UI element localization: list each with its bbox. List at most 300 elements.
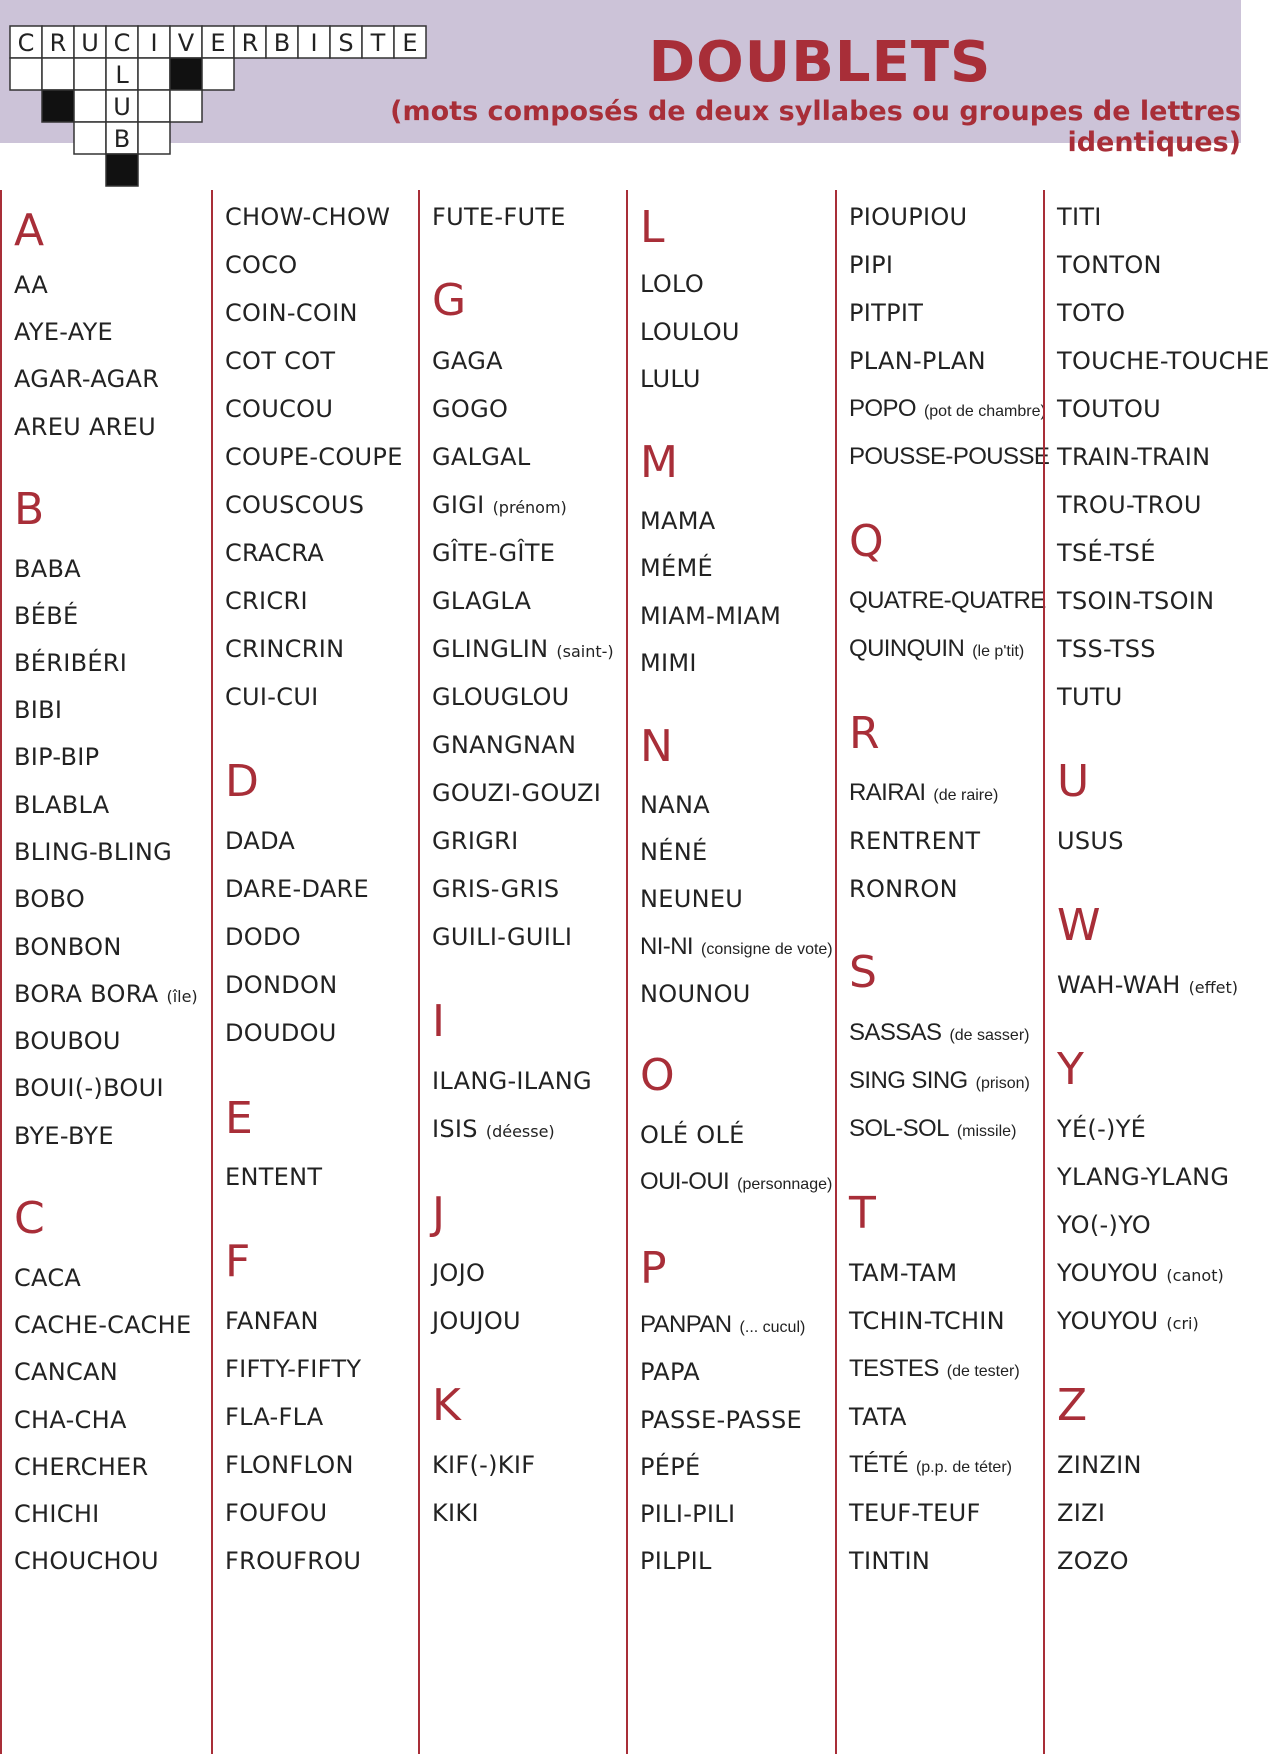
- word-entry: [849, 1114, 1016, 1147]
- logo-letter: S: [338, 29, 354, 57]
- word-entry: [432, 394, 508, 424]
- section-letter: Y: [1057, 1044, 1084, 1095]
- word-text: BABA: [14, 555, 81, 583]
- word-entry: [432, 1114, 555, 1147]
- logo-cell: [138, 58, 170, 90]
- word-entry: [849, 826, 980, 856]
- word-entry: [1057, 1162, 1229, 1192]
- word-text: PÉPÉ: [640, 1453, 701, 1481]
- word-text: BOBO: [14, 885, 86, 913]
- logo-letter: U: [113, 93, 131, 121]
- word-text: MAMA: [640, 507, 716, 535]
- word-entry: [225, 346, 335, 376]
- word-text: TOUTOU: [1057, 395, 1162, 423]
- word-column-5: [835, 190, 1050, 1754]
- word-entry: [14, 1499, 100, 1529]
- logo-letter: B: [113, 125, 131, 153]
- word-entry: [432, 826, 519, 856]
- word-text: TSS-TSS: [1057, 635, 1156, 663]
- word-text: TOUCHE-TOUCHE: [1057, 347, 1270, 375]
- word-note: (déesse): [485, 1122, 555, 1141]
- word-text: FLONFLON: [225, 1451, 354, 1479]
- word-entry: [225, 586, 308, 616]
- logo-cell: [138, 90, 170, 122]
- word-text: TITI: [1057, 203, 1102, 231]
- word-entry: [640, 979, 751, 1009]
- logo-letter: I: [150, 29, 158, 57]
- section-letter: G: [432, 275, 467, 326]
- word-text: WAH-WAH: [1057, 971, 1181, 999]
- word-text: CRICRI: [225, 587, 308, 615]
- word-entry: [1057, 1114, 1146, 1144]
- word-text: TEUF-TEUF: [849, 1499, 981, 1527]
- section-letter: S: [849, 947, 877, 998]
- word-text: PANPAN: [640, 1311, 732, 1338]
- word-entry: [432, 730, 576, 760]
- word-column-6: [1043, 190, 1270, 1754]
- word-text: TAM-TAM: [849, 1259, 958, 1287]
- word-entry: [225, 1546, 361, 1576]
- word-entry: [14, 790, 109, 820]
- word-text: SOL-SOL: [849, 1115, 949, 1142]
- logo-letter: R: [241, 29, 259, 57]
- word-entry: [432, 778, 601, 808]
- word-note: (prison): [975, 1075, 1030, 1092]
- word-note: (de tester): [946, 1363, 1020, 1380]
- word-text: GALGAL: [432, 443, 531, 471]
- word-text: BORA BORA: [14, 980, 159, 1008]
- section-letter: L: [640, 202, 665, 253]
- word-text: POPO: [849, 395, 916, 422]
- section-letter: Q: [849, 516, 884, 567]
- word-entry: [849, 874, 958, 904]
- word-entry: [1057, 346, 1270, 376]
- word-entry: [14, 1310, 191, 1340]
- word-text: PASSE-PASSE: [640, 1406, 802, 1434]
- word-text: BÉRIBÉRI: [14, 649, 128, 677]
- word-text: COIN-COIN: [225, 299, 358, 327]
- word-text: BYE-BYE: [14, 1122, 114, 1150]
- word-text: MÉMÉ: [640, 554, 713, 582]
- word-note: (cri): [1166, 1314, 1199, 1333]
- word-text: FLA-FLA: [225, 1403, 324, 1431]
- word-text: AGAR-AGAR: [14, 365, 160, 393]
- word-entry: [14, 695, 62, 725]
- word-entry: [640, 506, 715, 536]
- word-entry: [849, 250, 893, 280]
- word-entry: [432, 634, 614, 667]
- word-text: CACHE-CACHE: [14, 1311, 192, 1339]
- word-note: (missile): [956, 1123, 1017, 1140]
- word-entry: [849, 394, 1046, 427]
- word-entry: [849, 346, 986, 376]
- word-text: TSOIN-TSOIN: [1057, 587, 1215, 615]
- logo-letter: E: [210, 29, 226, 57]
- word-entry: [1057, 1546, 1129, 1576]
- word-entry: [225, 538, 324, 568]
- section-letter: J: [432, 1188, 445, 1239]
- word-entry: [14, 317, 113, 347]
- word-entry: [640, 553, 713, 583]
- word-text: MIAM-MIAM: [640, 602, 782, 630]
- word-text: GUILI-GUILI: [432, 923, 573, 951]
- word-text: TÉTÉ: [849, 1451, 908, 1478]
- word-text: NEUNEU: [640, 885, 744, 913]
- logo-black-cell: [106, 154, 138, 186]
- section-letter: F: [225, 1236, 251, 1287]
- logo-black-cell: [170, 58, 202, 90]
- section-letter: M: [640, 437, 678, 488]
- word-note: (effet): [1188, 978, 1239, 997]
- word-entry: [1057, 394, 1161, 424]
- word-entry: [640, 317, 740, 347]
- word-text: DADA: [225, 827, 296, 855]
- word-entry: [849, 1258, 957, 1288]
- word-entry: [1057, 682, 1123, 712]
- word-text: TSÉ-TSÉ: [1057, 539, 1156, 567]
- word-text: TATA: [849, 1403, 907, 1431]
- word-entry: [849, 1018, 1029, 1051]
- word-text: CANCAN: [14, 1358, 119, 1386]
- word-text: COT COT: [225, 347, 336, 375]
- word-text: KIKI: [432, 1499, 479, 1527]
- word-entry: [640, 601, 781, 631]
- word-entry: [849, 634, 1024, 667]
- word-note: (p.p. de téter): [915, 1459, 1012, 1476]
- word-text: NOUNOU: [640, 980, 751, 1008]
- word-entry: [225, 202, 390, 232]
- word-entry: [640, 790, 710, 820]
- word-entry: [225, 634, 344, 664]
- word-text: PITPIT: [849, 299, 924, 327]
- word-text: FOUFOU: [225, 1499, 328, 1527]
- word-text: BOUI(-)BOUI: [14, 1074, 164, 1102]
- word-text: PAPA: [640, 1358, 700, 1386]
- word-text: BIBI: [14, 696, 63, 724]
- word-note: (saint-): [556, 642, 614, 661]
- word-note: (consigne de vote): [701, 941, 833, 958]
- logo-letter: R: [49, 29, 67, 57]
- word-entry: [14, 1026, 121, 1056]
- word-text: LOULOU: [640, 318, 740, 346]
- word-text: GAGA: [432, 347, 503, 375]
- word-entry: [1057, 1450, 1142, 1480]
- word-entry: [432, 1066, 592, 1096]
- word-text: GLINGLIN: [432, 635, 549, 663]
- word-text: BLING-BLING: [14, 838, 173, 866]
- word-entry: [640, 884, 743, 914]
- word-text: NI-NI: [640, 933, 693, 960]
- logo-letter: T: [370, 29, 386, 57]
- logo-letter: B: [273, 29, 291, 57]
- word-entry: [1057, 250, 1162, 280]
- word-text: BIP-BIP: [14, 743, 100, 771]
- word-entry: [1057, 634, 1156, 664]
- word-text: GLOUGLOU: [432, 683, 570, 711]
- word-text: COUPE-COUPE: [225, 443, 403, 471]
- logo-letter: C: [113, 29, 131, 57]
- section-letter: N: [640, 721, 673, 772]
- word-entry: [640, 1499, 735, 1529]
- word-text: DOUDOU: [225, 1019, 337, 1047]
- word-entry: [14, 932, 122, 962]
- word-text: JOUJOU: [432, 1307, 521, 1335]
- word-text: PIOUPIOU: [849, 203, 968, 231]
- word-entry: [849, 442, 1049, 472]
- word-text: BLABLA: [14, 791, 110, 819]
- logo-grid: [10, 58, 234, 186]
- word-text: DARE-DARE: [225, 875, 369, 903]
- word-text: BOUBOU: [14, 1027, 121, 1055]
- word-entry: [849, 298, 923, 328]
- word-text: ZIZI: [1057, 1499, 1106, 1527]
- word-text: ISIS: [432, 1115, 478, 1143]
- word-text: GRIGRI: [432, 827, 519, 855]
- word-text: QUINQUIN: [849, 635, 965, 662]
- word-entry: [14, 1073, 164, 1103]
- word-entry: [640, 1310, 805, 1343]
- word-entry: [432, 1498, 479, 1528]
- word-entry: [225, 1162, 322, 1192]
- word-text: RAIRAI: [849, 779, 926, 806]
- word-note: (... cucul): [739, 1319, 806, 1336]
- word-text: KIF(-)KIF: [432, 1451, 536, 1479]
- word-text: LULU: [640, 365, 701, 393]
- word-entry: [225, 1498, 327, 1528]
- word-entry: [1057, 1498, 1105, 1528]
- word-text: MIMI: [640, 649, 697, 677]
- word-entry: [14, 1546, 159, 1576]
- word-text: TONTON: [1057, 251, 1162, 279]
- word-text: BONBON: [14, 933, 122, 961]
- word-text: CUI-CUI: [225, 683, 319, 711]
- word-text: TINTIN: [849, 1547, 931, 1575]
- section-letter: D: [225, 756, 259, 807]
- word-text: GOUZI-GOUZI: [432, 779, 602, 807]
- word-entry: [14, 979, 198, 1012]
- logo-cell: [42, 58, 74, 90]
- word-column-1: [0, 190, 213, 1754]
- word-entry: [640, 364, 701, 394]
- word-entry: [14, 554, 81, 584]
- word-entry: [432, 1306, 521, 1336]
- logo-letter: L: [115, 61, 129, 89]
- word-entry: [1057, 298, 1125, 328]
- word-text: DODO: [225, 923, 301, 951]
- word-text: GOGO: [432, 395, 509, 423]
- word-text: COCO: [225, 251, 298, 279]
- word-entry: [432, 490, 567, 523]
- word-text: DONDON: [225, 971, 338, 999]
- word-text: ILANG-ILANG: [432, 1067, 592, 1095]
- word-text: PIPI: [849, 251, 894, 279]
- word-column-3: [418, 190, 628, 1754]
- word-entry: [225, 874, 369, 904]
- word-entry: [225, 490, 364, 520]
- word-entry: [640, 1546, 712, 1576]
- section-letter: K: [432, 1380, 461, 1431]
- word-entry: [849, 1066, 1030, 1099]
- word-entry: [849, 1306, 1005, 1336]
- word-text: GIGI: [432, 491, 485, 519]
- word-text: ENTENT: [225, 1163, 323, 1191]
- word-text: AREU AREU: [14, 413, 156, 441]
- word-text: CRINCRIN: [225, 635, 345, 663]
- word-text: QUATRE-QUATRE: [849, 587, 1046, 614]
- word-note: (de sasser): [949, 1027, 1030, 1044]
- word-entry: [225, 1354, 361, 1384]
- section-letter: I: [432, 996, 445, 1047]
- word-entry: [1057, 490, 1202, 520]
- word-text: CHOUCHOU: [14, 1547, 159, 1575]
- word-entry: [1057, 1258, 1224, 1291]
- word-text: JOJO: [432, 1259, 486, 1287]
- word-entry: [849, 1498, 981, 1528]
- word-text: PILPIL: [640, 1547, 712, 1575]
- word-entry: [1057, 538, 1156, 568]
- logo-black-cell: [42, 90, 74, 122]
- word-text: YLANG-YLANG: [1057, 1163, 1230, 1191]
- section-letter: Z: [1057, 1380, 1088, 1431]
- word-entry: [225, 922, 301, 952]
- word-text: CHICHI: [14, 1500, 100, 1528]
- word-text: FROUFROU: [225, 1547, 362, 1575]
- word-text: YOUYOU: [1057, 1259, 1159, 1287]
- word-entry: [225, 1306, 319, 1336]
- word-entry: [14, 1121, 114, 1151]
- word-column-2: [211, 190, 420, 1754]
- word-note: (personnage): [737, 1176, 833, 1193]
- word-note: (de raire): [933, 787, 999, 804]
- word-text: GRIS-GRIS: [432, 875, 560, 903]
- word-text: AA: [14, 271, 49, 299]
- word-text: COUCOU: [225, 395, 334, 423]
- section-letter: E: [225, 1093, 253, 1144]
- word-text: CHERCHER: [14, 1453, 149, 1481]
- logo-cell: [74, 58, 106, 90]
- logo-letter: I: [310, 29, 318, 57]
- word-entry: [225, 442, 403, 472]
- word-text: TOTO: [1057, 299, 1126, 327]
- word-entry: [14, 270, 48, 300]
- section-letter: P: [640, 1243, 667, 1294]
- word-text: FANFAN: [225, 1307, 319, 1335]
- word-entry: [640, 1357, 700, 1387]
- word-text: POUSSE-POUSSE: [849, 443, 1050, 470]
- word-entry: [1057, 442, 1210, 472]
- word-text: SASSAS: [849, 1019, 942, 1046]
- section-letter: W: [1057, 900, 1101, 951]
- word-entry: [1057, 202, 1102, 232]
- word-entry: [14, 648, 127, 678]
- logo-letter: U: [81, 29, 99, 57]
- word-entry: [432, 682, 570, 712]
- word-note: (le p'tit): [972, 643, 1025, 660]
- word-entry: [640, 1120, 745, 1150]
- logo-cell: [74, 90, 106, 122]
- word-entry: [849, 202, 967, 232]
- logo-cell: [138, 122, 170, 154]
- word-entry: [14, 412, 156, 442]
- section-letter: O: [640, 1050, 675, 1101]
- logo-letter: C: [17, 29, 35, 57]
- word-entry: [14, 1357, 118, 1387]
- word-entry: [225, 1402, 324, 1432]
- word-entry: [640, 1452, 700, 1482]
- word-entry: [640, 1167, 832, 1200]
- word-entry: [14, 1452, 149, 1482]
- logo-cell: [170, 90, 202, 122]
- word-text: ZINZIN: [1057, 1451, 1142, 1479]
- word-text: ZOZO: [1057, 1547, 1129, 1575]
- word-entry: [1057, 1306, 1199, 1339]
- word-entry: [432, 346, 503, 376]
- word-text: RENTRENT: [849, 827, 981, 855]
- word-text: PLAN-PLAN: [849, 347, 986, 375]
- word-entry: [225, 826, 295, 856]
- logo-cell: [10, 58, 42, 90]
- word-entry: [225, 250, 298, 280]
- logo-cell: [74, 122, 106, 154]
- word-text: SING SING: [849, 1067, 968, 1094]
- word-entry: [849, 586, 1046, 616]
- word-text: OLÉ OLÉ: [640, 1121, 745, 1149]
- word-entry: [225, 1018, 337, 1048]
- word-entry: [1057, 1210, 1151, 1240]
- word-text: CHOW-CHOW: [225, 203, 391, 231]
- word-entry: [849, 1450, 1012, 1483]
- word-text: RONRON: [849, 875, 958, 903]
- word-entry: [14, 742, 99, 772]
- word-entry: [14, 601, 78, 631]
- logo-letter: V: [177, 29, 195, 57]
- word-entry: [225, 394, 333, 424]
- word-entry: [640, 932, 833, 965]
- word-entry: [432, 922, 572, 952]
- word-entry: [849, 778, 998, 811]
- word-text: YO(-)YO: [1057, 1211, 1151, 1239]
- word-text: NÉNÉ: [640, 838, 708, 866]
- word-text: FIFTY-FIFTY: [225, 1355, 362, 1383]
- word-text: TESTES: [849, 1355, 939, 1382]
- word-entry: [1057, 970, 1238, 1003]
- word-text: BÉBÉ: [14, 602, 79, 630]
- word-text: TUTU: [1057, 683, 1123, 711]
- word-entry: [432, 442, 531, 472]
- word-entry: [14, 1405, 127, 1435]
- word-entry: [225, 298, 358, 328]
- word-entry: [432, 586, 531, 616]
- word-entry: [14, 1263, 81, 1293]
- word-note: (pot de chambre): [923, 403, 1046, 420]
- page-subtitle: (mots composés de deux syllabes ou groupes de lettres identiques): [390, 96, 1241, 158]
- section-letter: R: [849, 708, 880, 759]
- word-text: PILI-PILI: [640, 1500, 736, 1528]
- word-entry: [14, 837, 172, 867]
- word-note: (île): [166, 987, 198, 1006]
- word-entry: [225, 1450, 354, 1480]
- word-entry: [14, 884, 85, 914]
- word-text: GÎTE-GÎTE: [432, 539, 556, 567]
- word-entry: [225, 682, 319, 712]
- section-letter: B: [14, 484, 45, 535]
- word-entry: [432, 1450, 535, 1480]
- word-text: LOLO: [640, 270, 705, 298]
- word-text: YÉ(-)YÉ: [1057, 1115, 1147, 1143]
- word-entry: [225, 970, 337, 1000]
- word-note: (prénom): [492, 498, 567, 517]
- word-text: CHA-CHA: [14, 1406, 127, 1434]
